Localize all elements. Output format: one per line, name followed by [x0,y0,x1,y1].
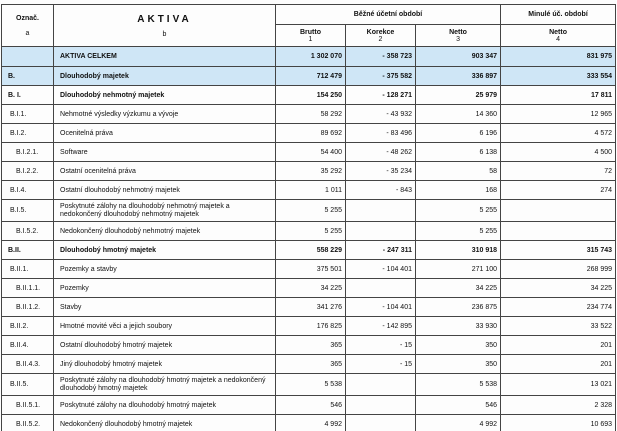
row-korekce [346,396,416,415]
row-netto: 33 930 [416,317,501,336]
row-korekce: - 48 262 [346,143,416,162]
row-code: B.I.4. [2,181,54,200]
table-row [2,279,616,298]
row-label: Stavby [54,298,276,317]
table-row [2,67,616,86]
row-prior: 201 [501,336,616,355]
row-netto: 903 347 [416,47,501,67]
row-prior: 274 [501,181,616,200]
table-row [2,415,616,431]
header-brutto-label: Brutto [300,28,321,36]
row-brutto: 176 825 [276,317,346,336]
header-col-4: 4 [556,35,560,43]
row-brutto: 35 292 [276,162,346,181]
aktiva-table [1,4,616,431]
row-prior: 34 225 [501,279,616,298]
row-code: B.I.2. [2,124,54,143]
row-label: Poskytnuté zálohy na dlouhodobý hmotný majetek [54,396,276,415]
row-prior: 234 774 [501,298,616,317]
table-row [2,298,616,317]
row-netto: 168 [416,181,501,200]
row-code: B.I.5.2. [2,222,54,241]
row-label: Jiný dlouhodobý hmotný majetek [54,355,276,374]
header-col-2: 2 [378,35,383,43]
row-label: Ostatní ocenitelná práva [54,162,276,181]
row-brutto: 154 250 [276,86,346,105]
row-code: B.II.2. [2,317,54,336]
row-code: B.II.4.3. [2,355,54,374]
row-korekce [346,200,416,222]
row-korekce: - 43 932 [346,105,416,124]
table-row [2,47,616,67]
row-netto: 271 100 [416,260,501,279]
row-korekce [346,374,416,396]
row-label: Dlouhodobý nehmotný majetek [54,86,276,105]
row-code: B.II. [2,241,54,260]
table-row [2,200,616,222]
row-netto: 14 360 [416,105,501,124]
row-code: B.II.1.2. [2,298,54,317]
row-netto: 4 992 [416,415,501,431]
header-col-a: a [25,29,30,37]
header-prior-netto [501,25,616,47]
table-row [2,143,616,162]
row-korekce: - 843 [346,181,416,200]
row-prior: 315 743 [501,241,616,260]
row-netto: 5 255 [416,222,501,241]
row-netto: 350 [416,336,501,355]
row-brutto: 712 479 [276,67,346,86]
row-brutto: 89 692 [276,124,346,143]
row-brutto: 1 011 [276,181,346,200]
row-code: B.II.5. [2,374,54,396]
row-label: Nedokončený dlouhodobý nehmotný majetek [54,222,276,241]
table-row [2,241,616,260]
row-label: AKTIVA CELKEM [54,47,276,67]
row-label: Dlouhodobý majetek [54,67,276,86]
row-label: Ostatní dlouhodobý hmotný majetek [54,336,276,355]
row-brutto: 54 400 [276,143,346,162]
row-korekce [346,415,416,431]
row-brutto: 5 255 [276,200,346,222]
table-row [2,374,616,396]
table-row [2,162,616,181]
row-netto: 58 [416,162,501,181]
row-netto: 6 138 [416,143,501,162]
row-brutto: 34 225 [276,279,346,298]
row-korekce: - 104 401 [346,260,416,279]
row-korekce: - 15 [346,336,416,355]
row-korekce: - 104 401 [346,298,416,317]
row-code: B.I.1. [2,105,54,124]
row-code: B.II.1. [2,260,54,279]
row-netto: 5 538 [416,374,501,396]
row-label: Dlouhodobý hmotný majetek [54,241,276,260]
row-netto: 6 196 [416,124,501,143]
row-label: Poskytnuté zálohy na dlouhodobý hmotný majetek a nedokončený dlouhodobý hmotný majetek [54,374,276,396]
header-netto-label: Netto [449,28,467,36]
table-row [2,222,616,241]
row-label: Poskytnuté zálohy na dlouhodobý nehmotný majetek a nedokončený dlouhodobý nehmotný majetek [54,200,276,222]
row-prior [501,200,616,222]
table-row [2,105,616,124]
header-prior-netto-label: Netto [549,28,567,36]
row-korekce: - 15 [346,355,416,374]
header-col-b: b [162,30,167,38]
table-row [2,355,616,374]
row-code: B.I.5. [2,200,54,222]
row-label: Software [54,143,276,162]
row-brutto: 558 229 [276,241,346,260]
row-korekce: - 142 895 [346,317,416,336]
row-korekce: - 247 311 [346,241,416,260]
row-prior: 2 328 [501,396,616,415]
row-netto: 34 225 [416,279,501,298]
row-prior: 4 500 [501,143,616,162]
row-label: Ocenitelná práva [54,124,276,143]
header-aktiva [54,5,276,47]
row-netto: 236 875 [416,298,501,317]
row-prior: 831 975 [501,47,616,67]
row-brutto: 375 501 [276,260,346,279]
row-prior [501,222,616,241]
row-label: Ostatní dlouhodobý nehmotný majetek [54,181,276,200]
row-korekce: - 128 271 [346,86,416,105]
row-brutto: 5 538 [276,374,346,396]
row-prior: 72 [501,162,616,181]
row-korekce: - 83 496 [346,124,416,143]
header-oznac [2,5,54,47]
table-row [2,336,616,355]
row-code: B. [2,67,54,86]
row-korekce: - 358 723 [346,47,416,67]
header-aktiva-title: AKTIVA [137,13,192,25]
row-brutto: 5 255 [276,222,346,241]
row-prior: 13 021 [501,374,616,396]
row-prior: 12 965 [501,105,616,124]
row-prior: 10 693 [501,415,616,431]
row-korekce [346,222,416,241]
row-code: B.II.5.1. [2,396,54,415]
row-label: Hmotné movité věci a jejich soubory [54,317,276,336]
row-prior: 268 999 [501,260,616,279]
header-current-period: Běžné účetní období [276,5,501,25]
header-oznac-label: Označ. [16,14,39,22]
row-korekce [346,279,416,298]
row-netto: 25 979 [416,86,501,105]
row-netto: 350 [416,355,501,374]
header-col-3: 3 [456,35,460,43]
row-korekce: - 375 582 [346,67,416,86]
row-label: Pozemky [54,279,276,298]
table-row [2,86,616,105]
row-netto: 310 918 [416,241,501,260]
row-prior: 333 554 [501,67,616,86]
row-code: B.II.4. [2,336,54,355]
header-brutto [276,25,346,47]
header-korekce-label: Korekce [366,28,395,36]
row-brutto: 1 302 070 [276,47,346,67]
row-code: B.II.1.1. [2,279,54,298]
row-brutto: 365 [276,336,346,355]
row-code: B.I.2.1. [2,143,54,162]
table-row [2,317,616,336]
table-row [2,124,616,143]
row-code: B.I.2.2. [2,162,54,181]
row-prior: 33 522 [501,317,616,336]
row-label: Nedokončený dlouhodobý hmotný majetek [54,415,276,431]
table-row [2,260,616,279]
row-label: Pozemky a stavby [54,260,276,279]
row-brutto: 58 292 [276,105,346,124]
row-netto: 546 [416,396,501,415]
row-prior: 4 572 [501,124,616,143]
header-col-1: 1 [308,35,313,43]
row-korekce: - 35 234 [346,162,416,181]
row-label: Nehmotné výsledky výzkumu a vývoje [54,105,276,124]
row-code: B. I. [2,86,54,105]
table-row [2,181,616,200]
row-prior: 201 [501,355,616,374]
header-netto [416,25,501,47]
row-brutto: 4 992 [276,415,346,431]
row-brutto: 365 [276,355,346,374]
row-netto: 336 897 [416,67,501,86]
row-prior: 17 811 [501,86,616,105]
row-code: B.II.5.2. [2,415,54,431]
table-row [2,396,616,415]
row-code [2,47,54,67]
row-brutto: 341 276 [276,298,346,317]
header-korekce [346,25,416,47]
header-row-1 [2,5,616,25]
header-prior-period: Minulé úč. období [501,5,616,25]
row-netto: 5 255 [416,200,501,222]
row-brutto: 546 [276,396,346,415]
